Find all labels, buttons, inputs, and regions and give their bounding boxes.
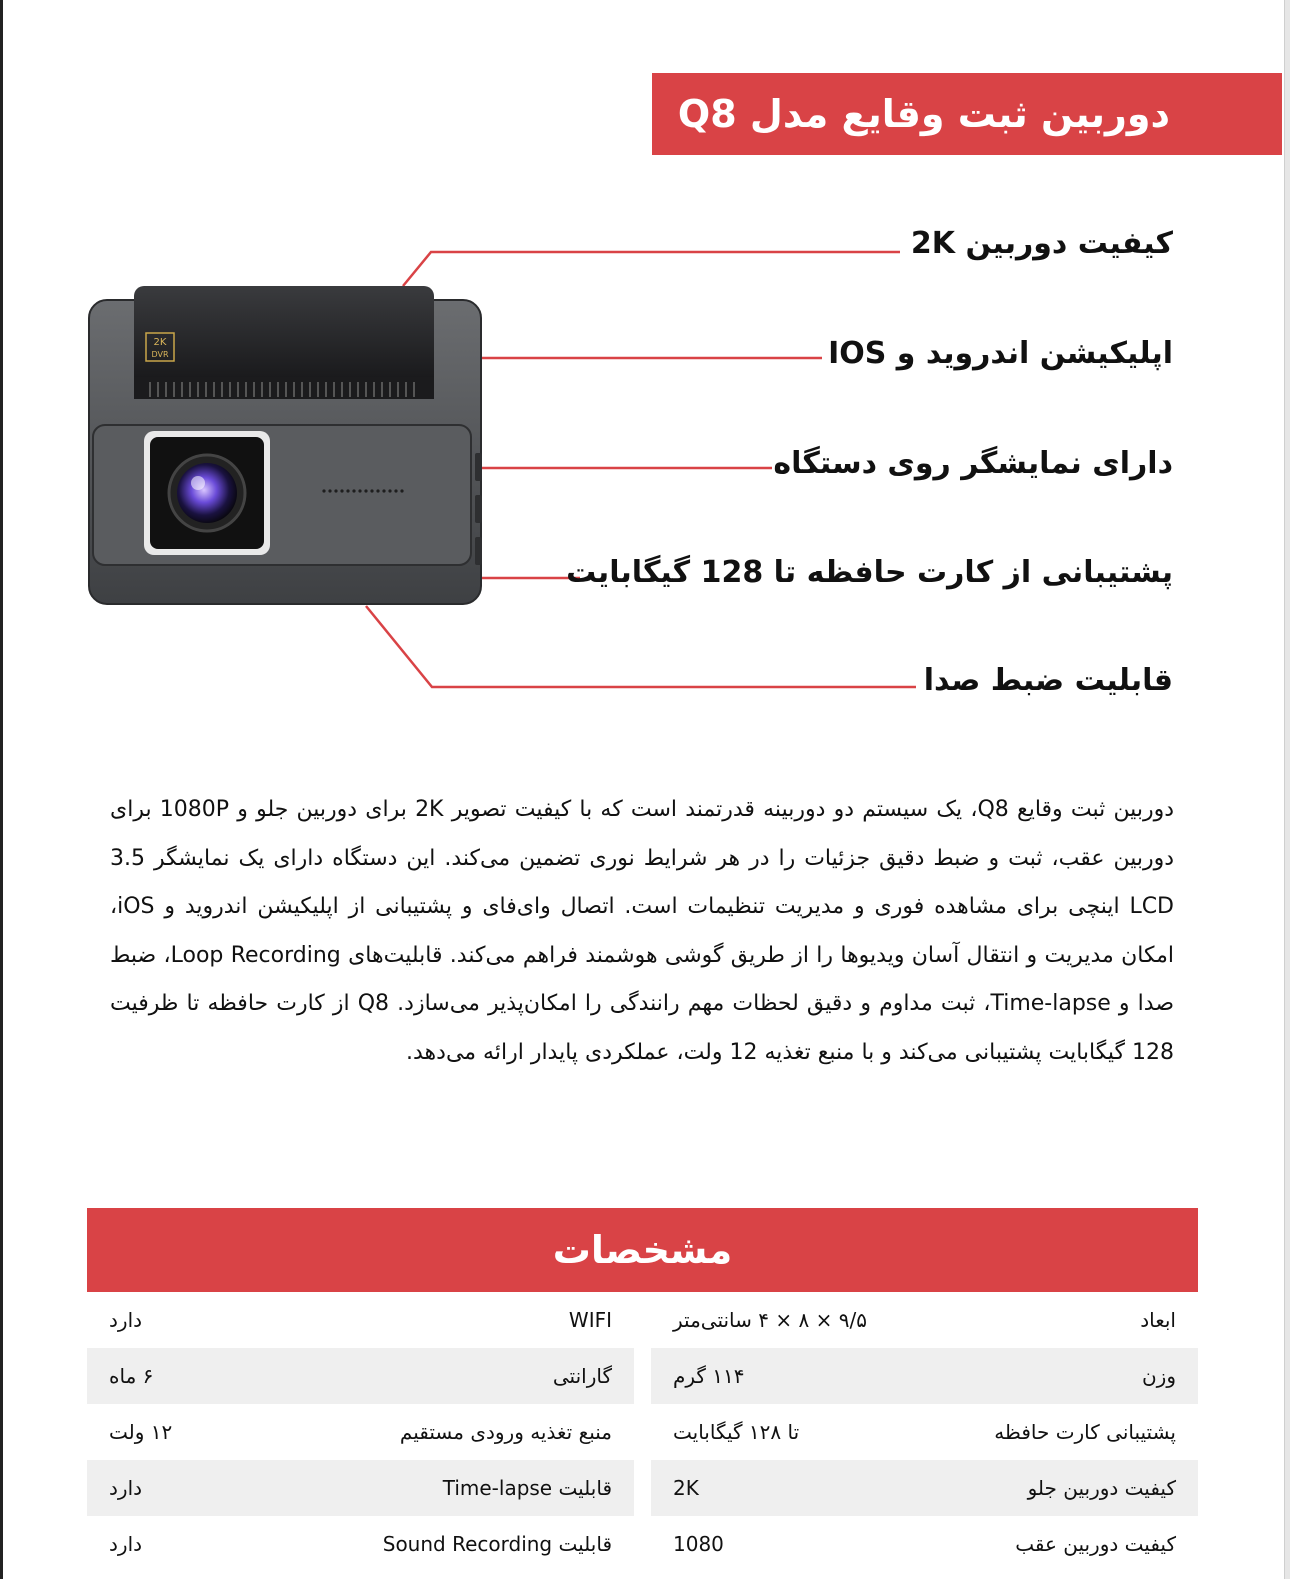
spec-cell-left — [87, 1404, 634, 1460]
spec-value: دارد — [109, 1532, 143, 1556]
spec-cell-right — [651, 1292, 1198, 1348]
spec-row — [87, 1348, 1198, 1404]
camera-badge-2k: 2K — [153, 337, 167, 348]
feature-memory-card: پشتیبانی از کارت حافظه تا 128 گیگابایت — [566, 555, 1173, 590]
spec-value: 1080 — [673, 1532, 724, 1556]
spec-value: دارد — [109, 1476, 143, 1500]
spec-label: کیفیت دوربین جلو — [1027, 1476, 1176, 1500]
spec-label: ابعاد — [1140, 1308, 1176, 1332]
spec-cell-left — [87, 1292, 634, 1348]
spec-label: پشتیبانی کارت حافظه — [994, 1420, 1176, 1444]
feature-audio-recording: قابلیت ضبط صدا — [923, 663, 1173, 698]
camera-badge-dvr: DVR — [151, 350, 169, 359]
spec-label: گارانتی — [552, 1364, 612, 1388]
spec-value: ۶ ماه — [109, 1364, 154, 1388]
callout-line-quality — [403, 252, 900, 286]
spec-cell-left — [87, 1516, 634, 1572]
dashcam-illustration — [88, 285, 484, 607]
product-description: دوربین ثبت وقایع Q8، یک سیستم دو دوربینه قدرتمند است که با کیفیت تصویر 2K برای دوربین جلو و 1080P برای دوربین عقب، ثبت و ضبط دقیق جزئیات را در هر شرایط نوری تضمین می‌کند. این دستگاه دارای یک نمایشگر 3.5 LCD اینچی برای مشاهده فوری و مدیریت تنظیمات است. اتصال وای‌فای و پشتیبانی از اپلیکیشن اندروید و iOS، امکان مدیریت و انتقال آسان ویدیوها را از طریق گوشی هوشمند فراهم می‌کند. قابلیت‌های Loop Recording، ضبط صدا و Time-lapse، ثبت مداوم و دقیق لحظات مهم رانندگی را امکان‌پذیر می‌سازد. Q8 از کارت حافظه تا ظرفیت 128 گیگابایت پشتیبانی می‌کند و با منبع تغذیه 12 ولت، عملکردی پایدار ارائه می‌دهد. — [110, 797, 1175, 1065]
spec-value: 2K — [673, 1476, 699, 1500]
spec-value: ۱۲ ولت — [109, 1420, 173, 1444]
spec-cell-right — [651, 1348, 1198, 1404]
spec-label: قابلیت Sound Recording — [382, 1532, 612, 1556]
specs-banner — [87, 1208, 1198, 1292]
spec-row — [87, 1404, 1198, 1460]
spec-label: منبع تغذیه ورودی مستقیم — [399, 1420, 612, 1444]
spec-value: ۱۱۴ گرم — [673, 1364, 745, 1388]
spec-row — [87, 1460, 1198, 1516]
spec-cell-right — [651, 1460, 1198, 1516]
feature-mobile-app: اپلیکیشن اندروید و IOS — [828, 336, 1173, 371]
spec-row — [87, 1516, 1198, 1572]
spec-label: WIFI — [568, 1308, 612, 1332]
feature-2k-quality: کیفیت دوربین 2K — [910, 226, 1173, 261]
callout-line-audio — [366, 606, 916, 687]
spec-value: ۹/۵ × ۸ × ۴ سانتی‌متر — [673, 1308, 867, 1332]
spec-cell-left — [87, 1348, 634, 1404]
spec-label: وزن — [1141, 1364, 1176, 1388]
spec-value: تا ۱۲۸ گیگابایت — [673, 1420, 800, 1444]
spec-label: کیفیت دوربین عقب — [1015, 1532, 1176, 1556]
spec-cell-left — [87, 1460, 634, 1516]
specs-title: مشخصات — [552, 1228, 733, 1272]
spec-cell-right — [651, 1516, 1198, 1572]
specs-table — [87, 1292, 1198, 1572]
spec-cell-right — [651, 1404, 1198, 1460]
spec-row — [87, 1292, 1198, 1348]
spec-label: قابلیت Time-lapse — [442, 1476, 612, 1500]
spec-value: دارد — [109, 1308, 143, 1332]
page-title: دوربین ثبت وقایع مدل Q8 — [677, 92, 1170, 136]
feature-display: دارای نمایشگر روی دستگاه — [773, 446, 1173, 481]
